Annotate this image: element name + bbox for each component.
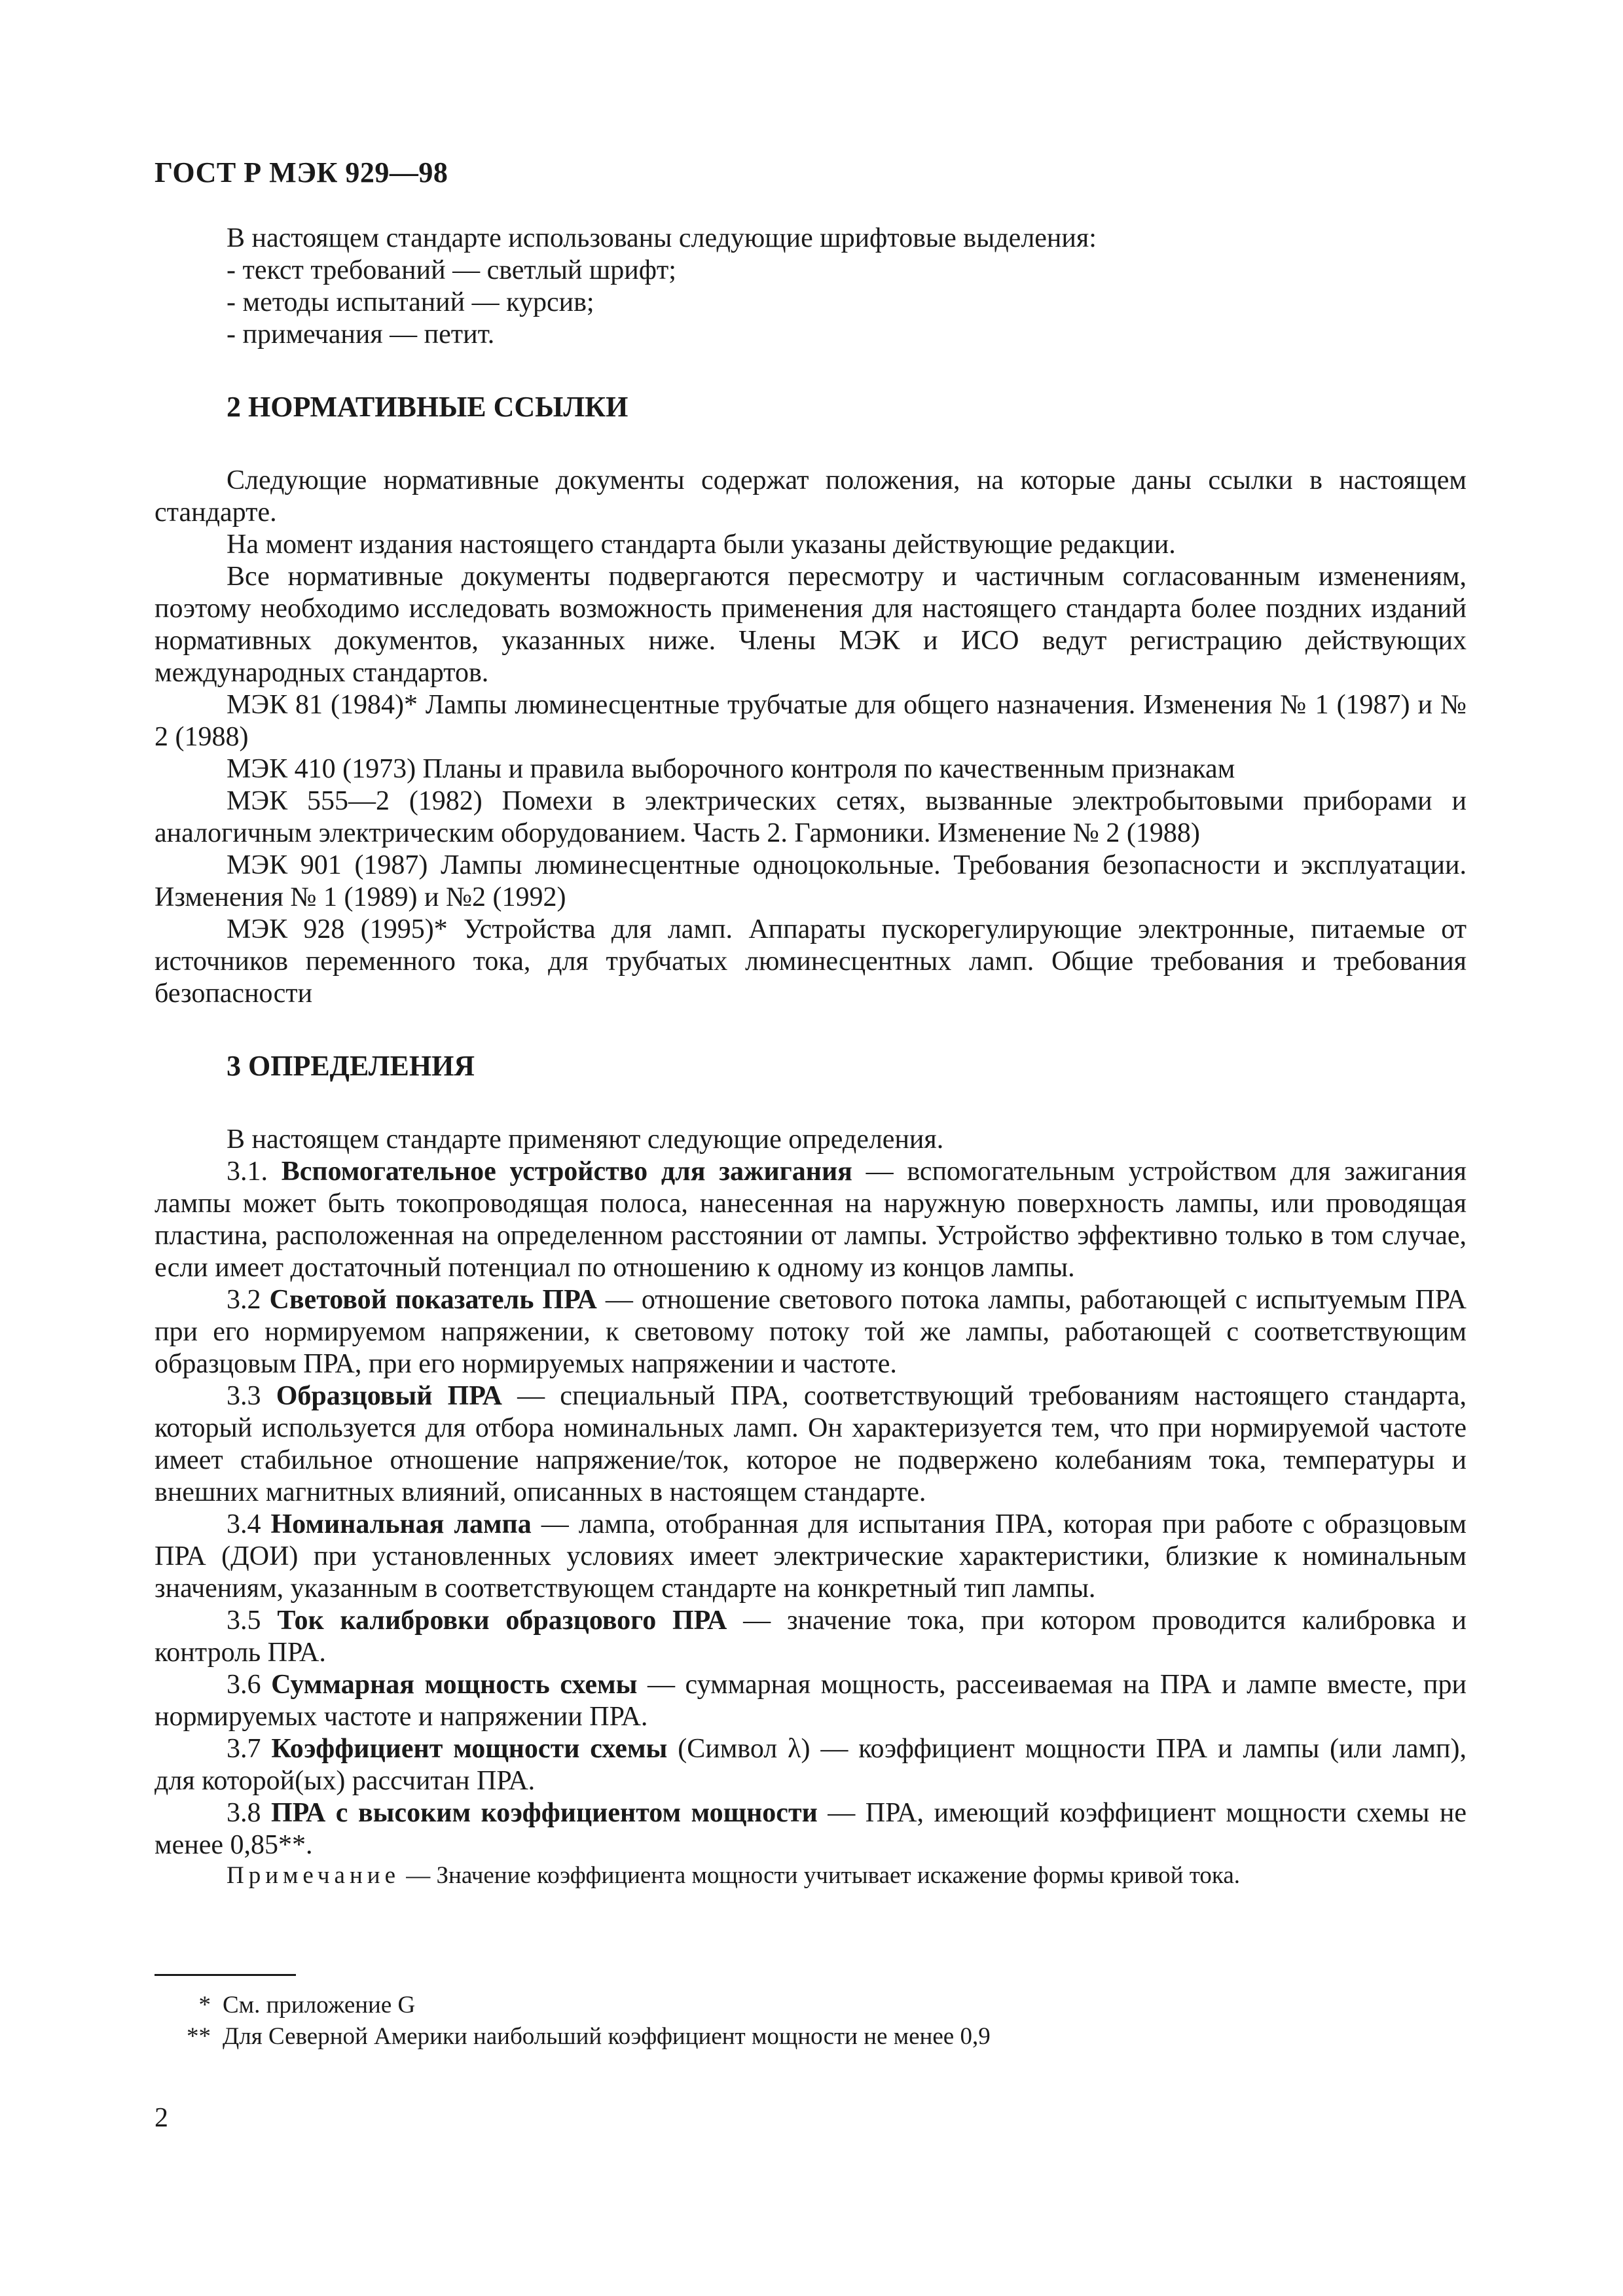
footnote-item (155, 1990, 991, 2021)
definition-term: Образцовый ПРА (276, 1381, 502, 1411)
definition-text: — суммарная мощность, рассеиваемая на ПРА и лампе вместе, при нормируемых частоте и напряжении ПРА. (155, 1670, 1467, 1732)
definition-term: Световой показатель ПРА (269, 1285, 597, 1315)
footnote-mark: * (198, 1992, 211, 2018)
definition-number: 3.7 (227, 1734, 261, 1764)
page-body (155, 223, 1467, 1890)
reference-item: МЭК 928 (1995)* Устройства для ламп. Аппараты пускорегулирующие электронные, питаемые от источников переменного тока, для трубчатых люминесцентных ламп. Общие требования и требования безопасности (155, 914, 1467, 1009)
definition-number: 3.2 (227, 1285, 261, 1315)
reference-item: МЭК 81 (1984)* Лампы люминесцентные трубчатые для общего назначения. Изменения № 1 (1987) и № 2 (1988) (155, 690, 1467, 752)
definition-item (155, 1509, 1467, 1605)
definition-item (155, 1156, 1467, 1284)
definition-number: 3.3 (227, 1381, 261, 1411)
intro-item: - текст требований — светлый шрифт; (227, 255, 676, 285)
section-2-paragraph: На момент издания настоящего стандарта были указаны действующие редакции. (227, 529, 1176, 560)
section-2-paragraph: Все нормативные документы подвергаются пересмотру и частичным согласованным изменениям, поэтому необходимо исследовать возможность применения для настоящего стандарта более поздних изданий нормативных документов, указанных ниже. Члены МЭК и ИСО ведут регистрацию действующих международных стандартов. (155, 562, 1467, 688)
note-label: Примечание (227, 1862, 400, 1889)
definition-term: Коэффициент мощности схемы (271, 1734, 668, 1764)
definition-text: — лампа, отобранная для испытания ПРА, которая при работе с образцовым ПРА (ДОИ) при установленных условиях имеет электрические характеристики, близкие к номинальным значениям, указанным в соответствующем стандарте на конкретный тип лампы. (155, 1509, 1467, 1604)
section-2-paragraph: Следующие нормативные документы содержат положения, на которые даны ссылки в настоящем стандарте. (155, 465, 1467, 528)
definition-text: — ПРА, имеющий коэффициент мощности схемы не менее 0,85**. (155, 1798, 1467, 1860)
definition-number: 3.6 (227, 1670, 261, 1700)
section-3-title: 3 ОПРЕДЕЛЕНИЯ (227, 1050, 475, 1082)
reference-item: МЭК 555—2 (1982) Помехи в электрических сетях, вызванные электробытовыми приборами и аналогичным электрическим оборудованием. Часть 2. Гармоники. Изменение № 2 (1988) (155, 786, 1467, 848)
definition-item (155, 1733, 1467, 1797)
footnote-mark: ** (187, 2023, 211, 2050)
definition-item (155, 1284, 1467, 1380)
definition-item (155, 1605, 1467, 1669)
definition-text: — специальный ПРА, соответствующий требованиям настоящего стандарта, который используется для отбора номинальных ламп. Он характеризуется тем, что при нормируемой частоте имеет стабильное отношение напряжение/ток, которое не подвержено колебаниям тока, температуры и внешних магнитных влияний, описанных в настоящем стандарте. (155, 1381, 1467, 1507)
definition-term: Ток калибровки образцового ПРА (277, 1605, 727, 1636)
footnote-item (155, 2021, 991, 2053)
definition-term: Вспомогательное устройство для зажигания (281, 1157, 852, 1187)
definition-item (155, 1380, 1467, 1509)
intro-lead: В настоящем стандарте использованы следующие шрифтовые выделения: (227, 223, 1097, 253)
definition-text: (Символ λ) — коэффициент мощности ПРА и лампы (или ламп), для которой(ых) рассчитан ПРА. (155, 1734, 1467, 1796)
footnote-text: Для Северной Америки наибольший коэффициент мощности не менее 0,9 (223, 2023, 991, 2050)
definition-term: Номинальная лампа (270, 1509, 532, 1539)
note-text: — Значение коэффициента мощности учитывает искажение формы кривой тока. (400, 1862, 1240, 1889)
definition-number: 3.5 (227, 1605, 261, 1636)
reference-item: МЭК 410 (1973) Планы и правила выборочного контроля по качественным признакам (227, 754, 1235, 784)
intro-item: - примечания — петит. (227, 319, 495, 350)
footnote-text: См. приложение G (223, 1992, 416, 2018)
definition-item (155, 1669, 1467, 1733)
note (155, 1861, 1467, 1890)
document-header: ГОСТ Р МЭК 929—98 (155, 156, 448, 188)
definition-text: — вспомогательным устройством для зажигания лампы может быть токопроводящая полоса, нанесенная на наружную поверхность лампы, или проводящая пластина, расположенная на определенном расстоянии от лампы. Устройство эффективно только в том случае, если имеет достаточный потенциал по отношению к одному из концов лампы. (155, 1157, 1467, 1283)
definition-number: 3.4 (227, 1509, 261, 1539)
page-number: 2 (155, 2103, 168, 2133)
reference-item: МЭК 901 (1987) Лампы люминесцентные одноцокольные. Требования безопасности и эксплуатации. Изменения № 1 (1989) и №2 (1992) (155, 850, 1467, 912)
intro-item: - методы испытаний — курсив; (227, 287, 594, 317)
definition-number: 3.1. (227, 1157, 268, 1187)
footnote-divider (155, 1974, 296, 1976)
definition-number: 3.8 (227, 1798, 261, 1828)
section-2-title: 2 НОРМАТИВНЫЕ ССЫЛКИ (227, 391, 629, 423)
definition-text: — значение тока, при котором проводится калибровка и контроль ПРА. (155, 1605, 1467, 1668)
section-3-lead: В настоящем стандарте применяют следующие определения. (227, 1124, 944, 1155)
footnotes (155, 1990, 991, 2053)
definition-item (155, 1797, 1467, 1861)
definition-text: — отношение светового потока лампы, работающей с испытуемым ПРА при его нормируемом напряжении, к световому потоку той же лампы, работающей с соответствующим образцовым ПРА, при его нормируемых напряжении и частоте. (155, 1285, 1467, 1379)
definition-term: ПРА с высоким коэффициентом мощности (271, 1798, 818, 1828)
definition-term: Суммарная мощность схемы (271, 1670, 638, 1700)
